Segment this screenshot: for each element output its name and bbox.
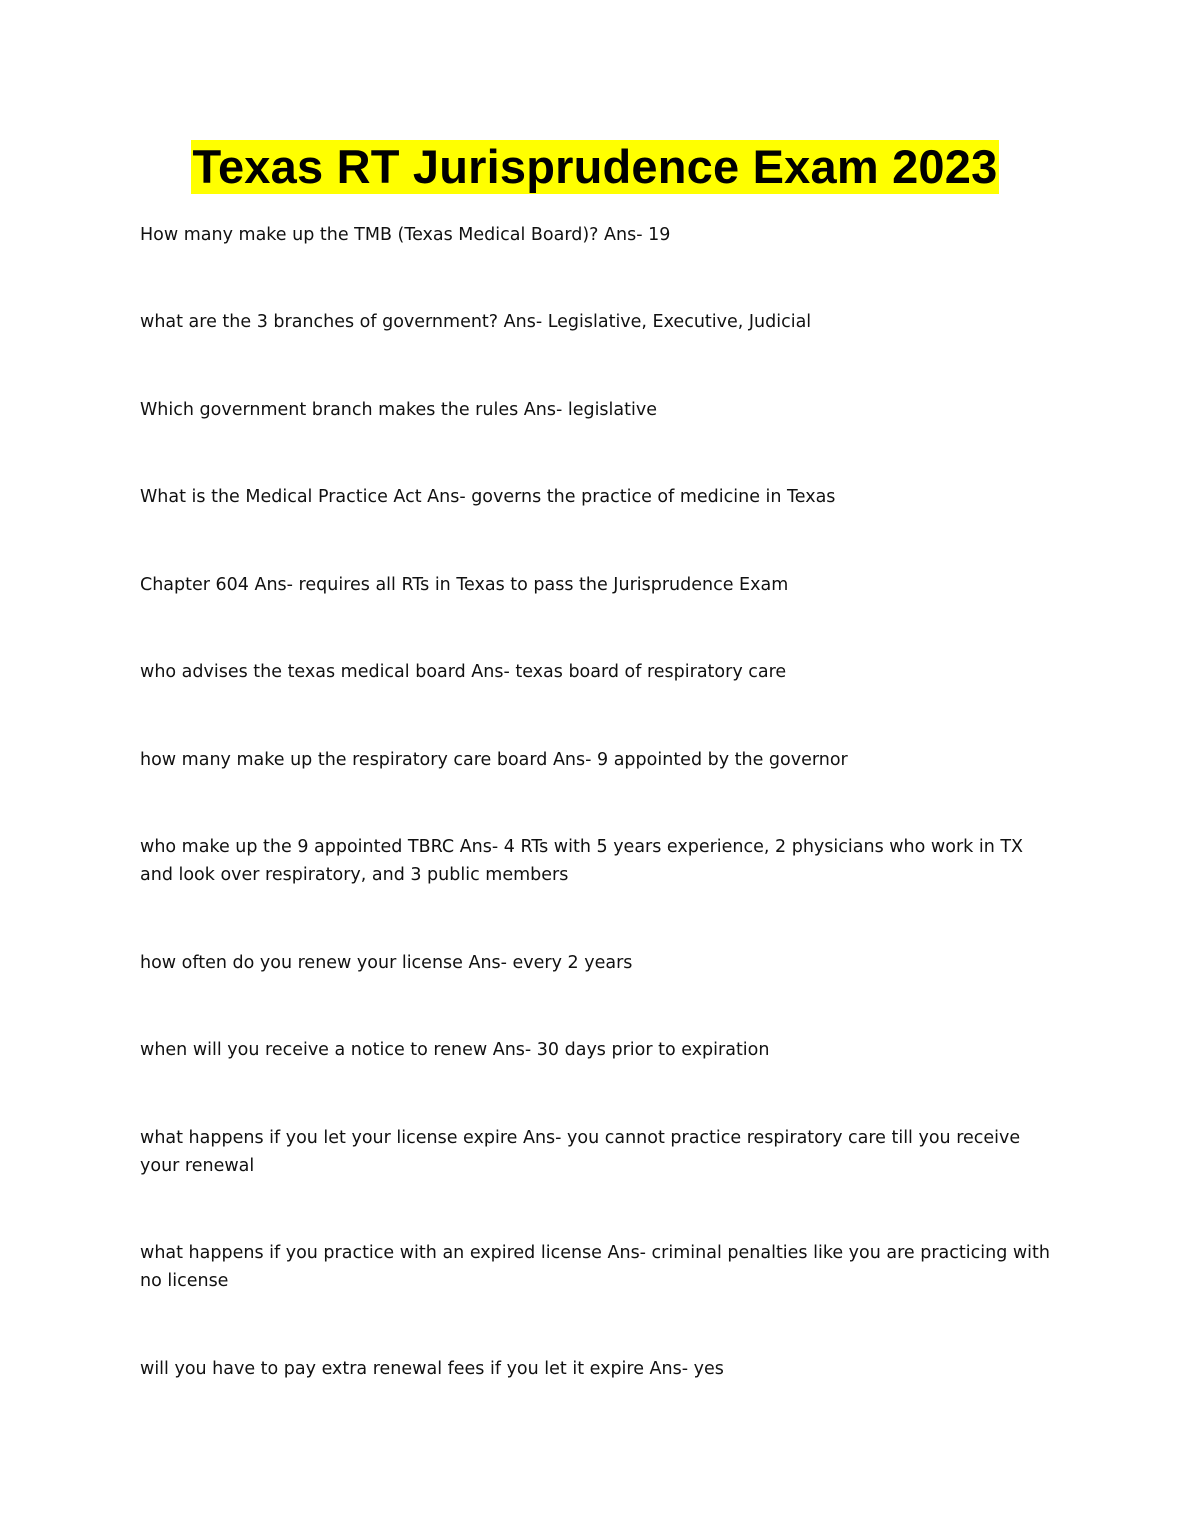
qa-item: what happens if you let your license expire Ans- you cannot practice respiratory care till you receive your renewal [140, 1128, 1021, 1176]
qa-item: What is the Medical Practice Act Ans- governs the practice of medicine in Texas [140, 487, 836, 507]
qa-item: who advises the texas medical board Ans- texas board of respiratory care [140, 662, 787, 682]
qa-item: Which government branch makes the rules Ans- legislative [140, 400, 657, 420]
title-container [0, 140, 1190, 194]
qa-item: Chapter 604 Ans- requires all RTs in Texas to pass the Jurisprudence Exam [140, 575, 789, 595]
qa-item: will you have to pay extra renewal fees if you let it expire Ans- yes [140, 1359, 724, 1379]
qa-item: what are the 3 branches of government? Ans- Legislative, Executive, Judicial [140, 312, 812, 332]
qa-item: how many make up the respiratory care board Ans- 9 appointed by the governor [140, 750, 848, 770]
qa-item: how often do you renew your license Ans- every 2 years [140, 953, 633, 973]
qa-item: How many make up the TMB (Texas Medical Board)? Ans- 19 [140, 225, 671, 245]
qa-item: when will you receive a notice to renew Ans- 30 days prior to expiration [140, 1040, 770, 1060]
qa-item: what happens if you practice with an expired license Ans- criminal penalties like you are practicing with no license [140, 1243, 1050, 1291]
document-title: Texas RT Jurisprudence Exam 2023 [192, 140, 998, 193]
qa-item: who make up the 9 appointed TBRC Ans- 4 RTs with 5 years experience, 2 physicians who work in TX and look over respiratory, and 3 public members [140, 837, 1024, 885]
